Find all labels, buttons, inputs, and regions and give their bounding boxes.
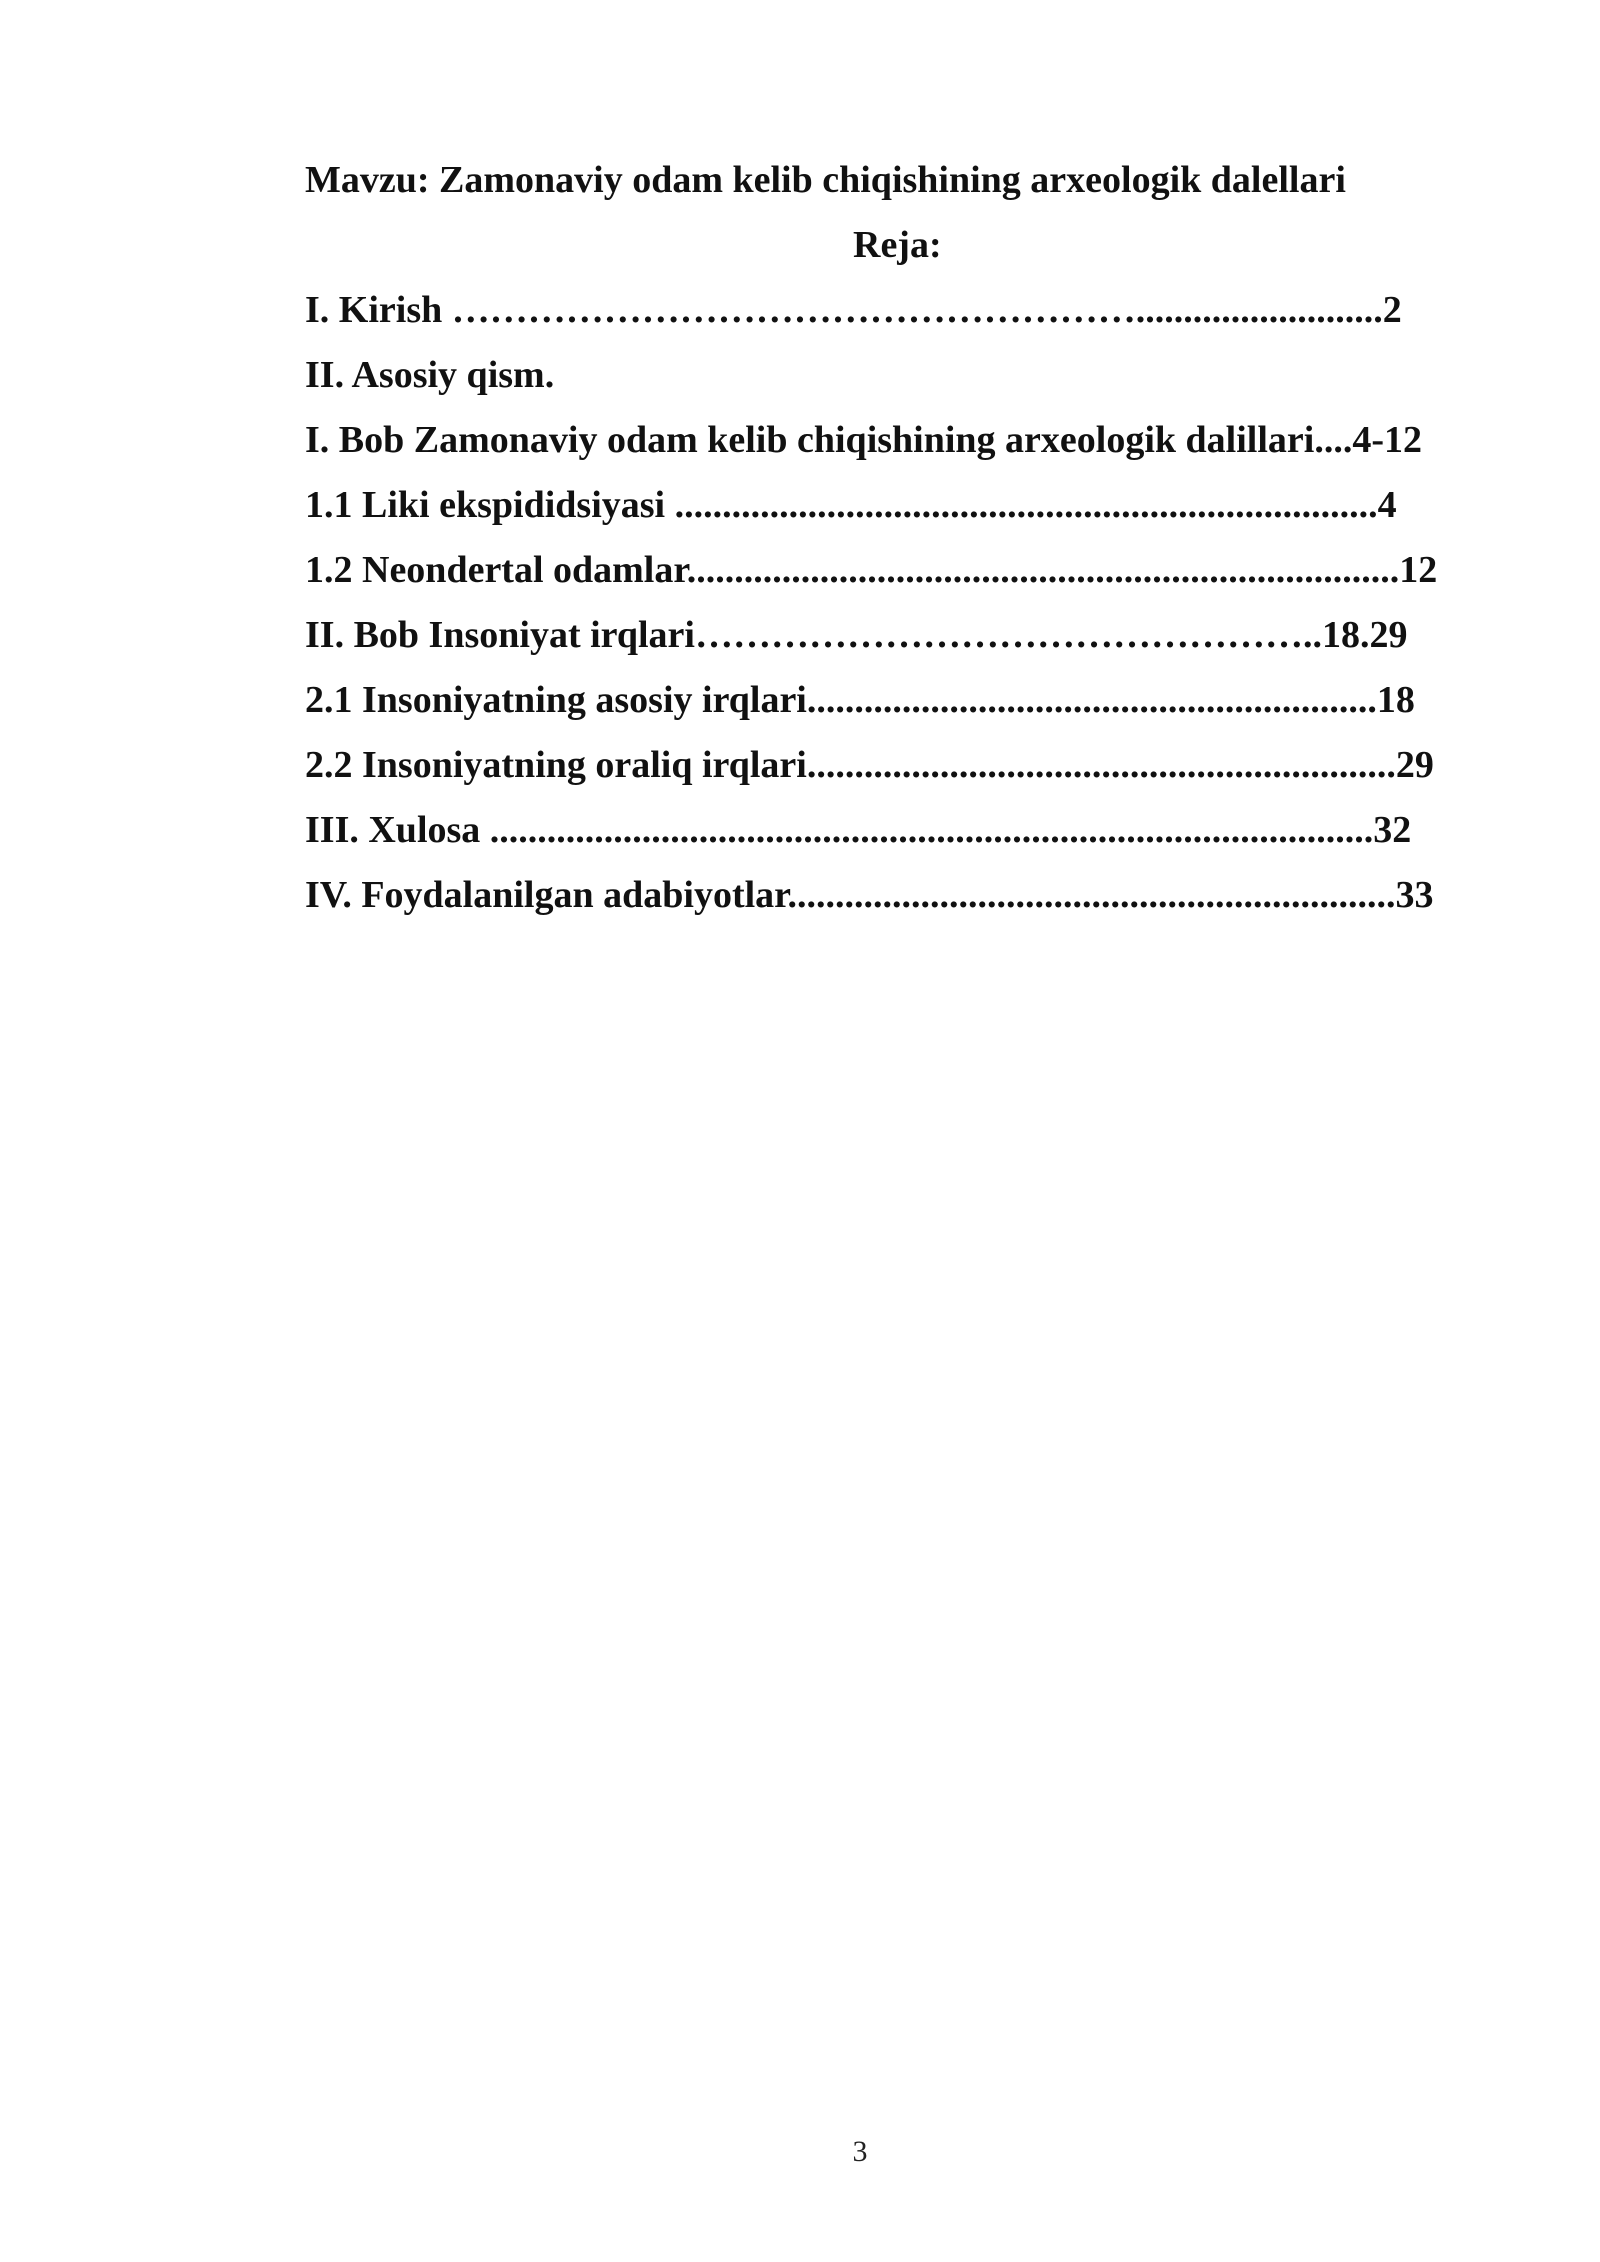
plan-heading: Reja: <box>853 224 942 266</box>
document-title: Mavzu: Zamonaviy odam kelib chiqishining arxeologik dalellari <box>305 159 1346 201</box>
toc-entry-chapter-2: II. Bob Insoniyat irqlari…………………………………………..18.29 <box>305 614 1408 656</box>
page-number: 3 <box>852 2135 868 2168</box>
toc-entry-references: IV. Foydalanilgan adabiyotlar................................................................33 <box>305 874 1434 916</box>
toc-entry-section-1-1: 1.1 Liki ekspididsiyasi ..........................................................................4 <box>305 484 1397 526</box>
toc-entry-chapter-1: I. Bob Zamonaviy odam kelib chiqishining arxeologik dalillari....4-12 <box>305 419 1422 461</box>
toc-entry-section-1-2: 1.2 Neondertal odamlar...........................................................................12 <box>305 549 1438 591</box>
toc-entry-conclusion: III. Xulosa .............................................................................................32 <box>305 809 1412 851</box>
toc-entry-introduction: I. Kirish ………………………………………………..........................2 <box>305 289 1402 331</box>
toc-entry-section-2-2: 2.2 Insoniyatning oraliq irqlari..............................................................29 <box>305 744 1434 786</box>
toc-entry-main-part: II. Asosiy qism. <box>305 354 555 396</box>
document-content <box>305 148 1485 928</box>
toc-entry-section-2-1: 2.1 Insoniyatning asosiy irqlari............................................................18 <box>305 679 1415 721</box>
